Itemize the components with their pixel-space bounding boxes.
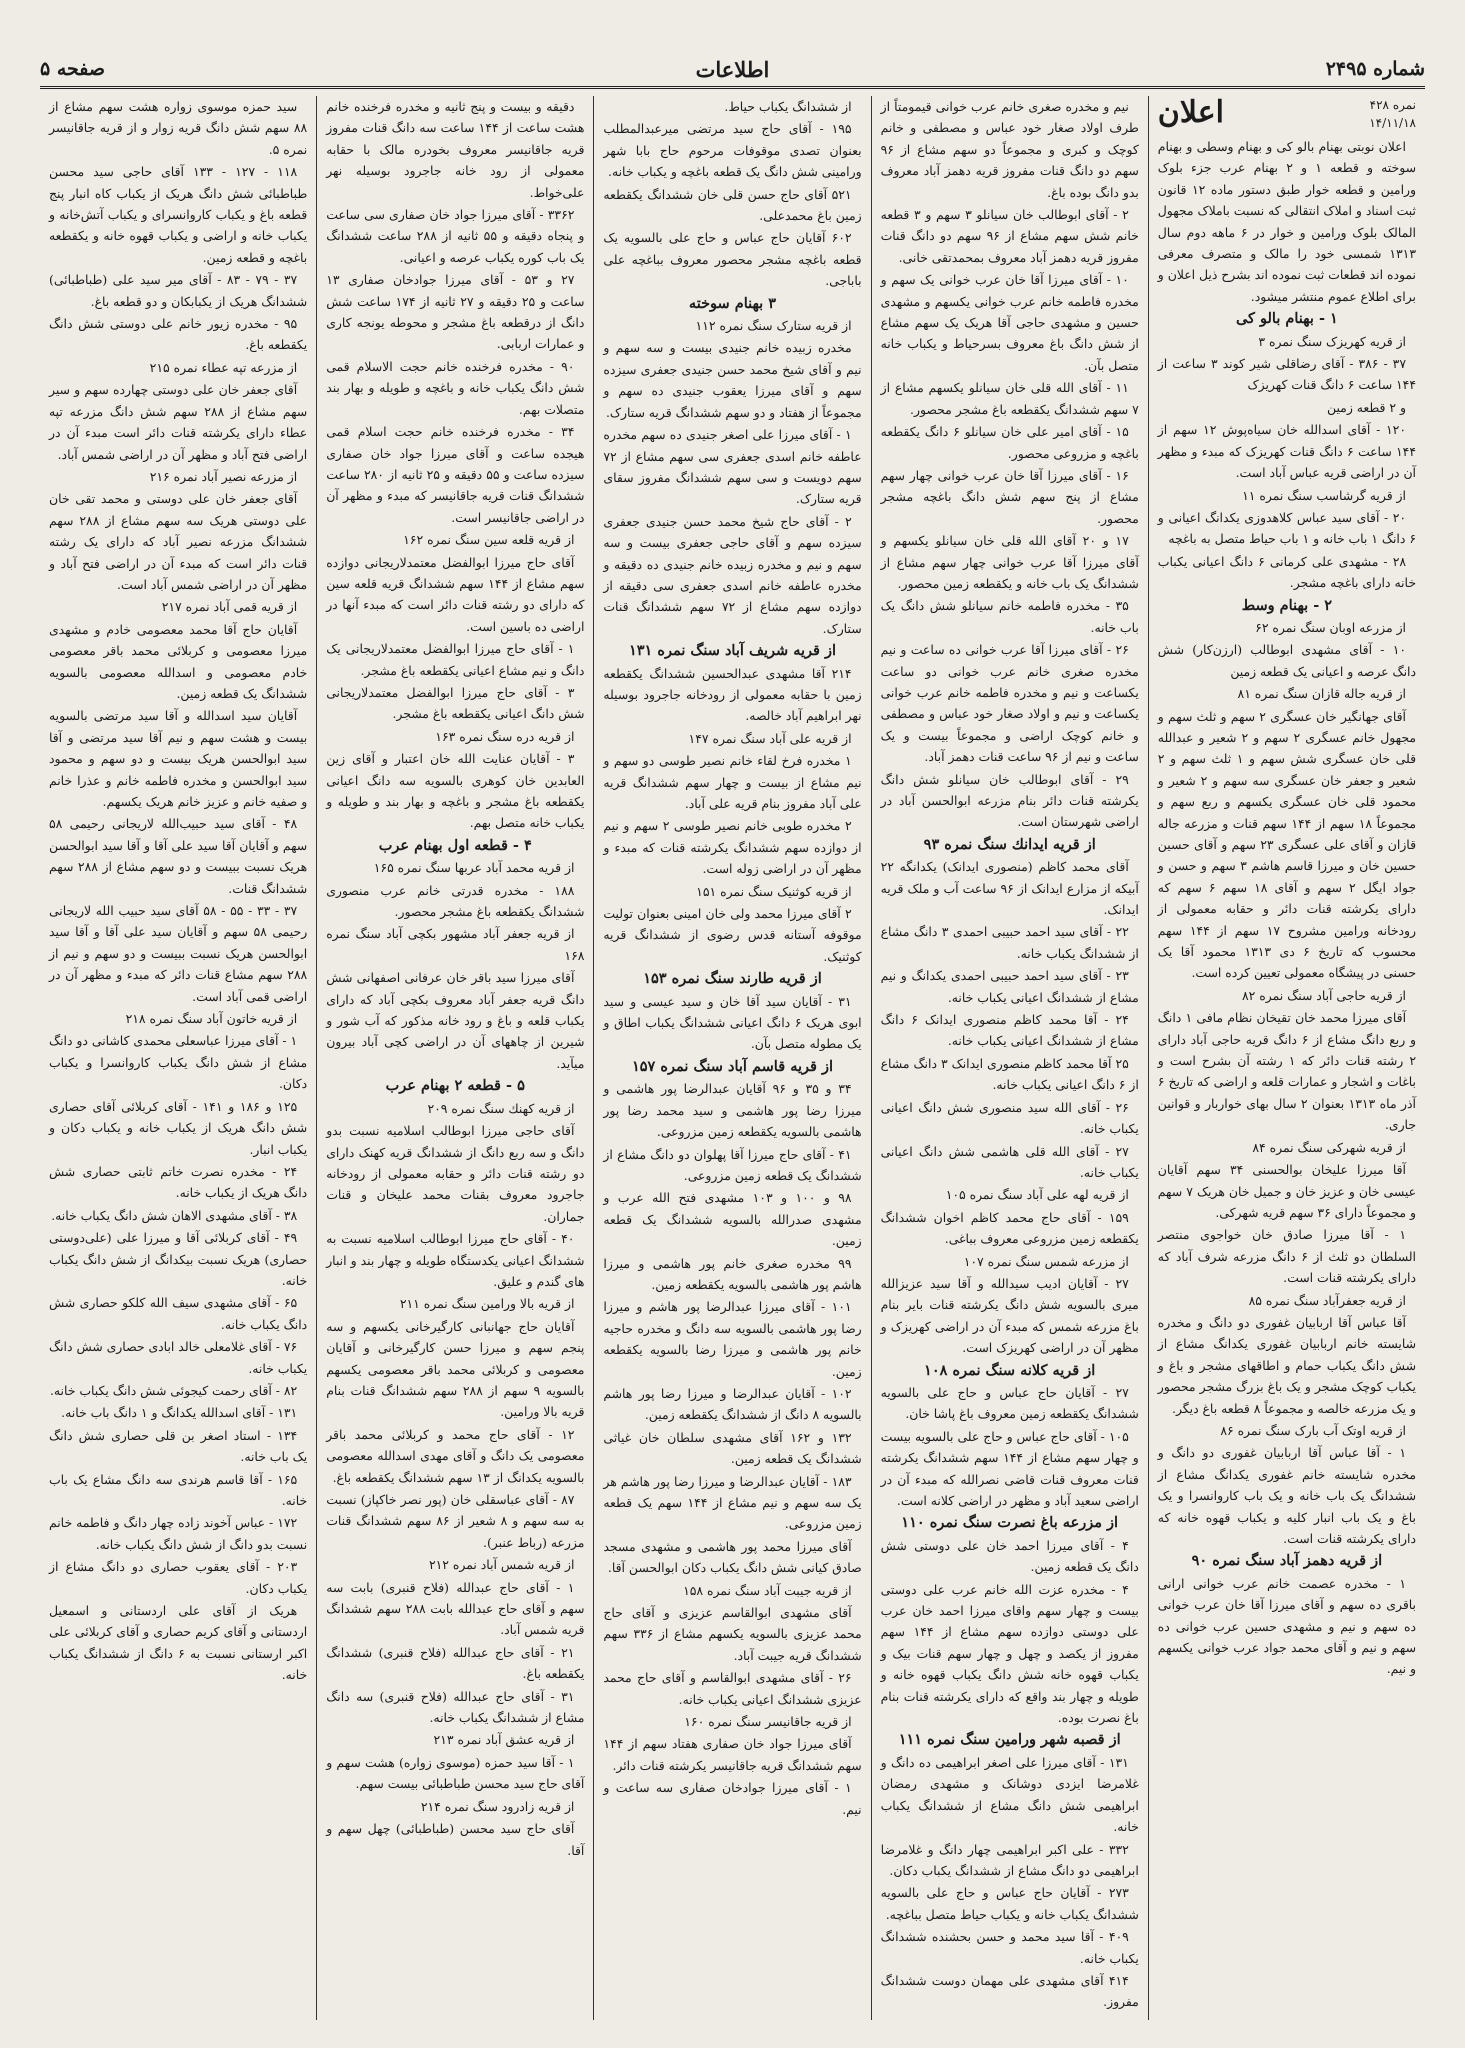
notice-paragraph: ۱۸۸ - مخدره قدرتی خانم عرب منصوری ششدانگ یکقطعه باغ مشجر محصور. <box>326 882 585 920</box>
notice-paragraph: ۲۷ و ۵۳ - آقای میرزا جوادخان صفاری ۱۳ ساعت و ۲۵ دقیقه و ۲۷ ثانیه از ۱۷۴ ساعت شش دانگ از درقطعه باغ مشجر و محوطه یونجه کاری و عمارات اربابی. <box>326 272 585 352</box>
notice-paragraph: از قریه زادرود سنگ نمره ۲۱۴ <box>420 1798 575 1814</box>
notice-paragraph: ۳۸ - آقای مشهدی الاهان شش دانگ یکباب خانه. <box>51 1207 298 1223</box>
notice-paragraph: ۳۱ - آقایان سید آقا خان و سید عیسی و سید ابوی هریک ۶ دانگ اعیانی ششدانگ یکباب اطاق و یک مطوله متصل بآن. <box>603 993 862 1052</box>
notice-paragraph: و ۲ قطعه زمین <box>1327 399 1406 415</box>
notice-paragraph: آقای حاج میرزا ابوالفضل معتمدلاریجانی دوازده سهم مشاع از ۱۴۴ سهم ششدانگ قریه قلعه سین که دارای دو رشته قنات دائر است که مبدء آنها در اراضی ده باسین است. <box>326 554 585 634</box>
notice-paragraph: دقیقه و بیست و پنج ثانیه و مخدره فرخنده خانم هشت ساعت از ۱۴۴ ساعت سه دانگ قنات مفروز قریه جاقانیسر معروف بخودره مالک با حقابه معمولی از رود خانه جاجرود بوسیله نهر علی‌خواط. <box>326 99 585 200</box>
notice-paragraph: ۷۶ - آقای غلامعلی خالد ابادی حصاری شش دانگ یکباب خانه. <box>48 1339 308 1376</box>
notice-paragraph: آقای جهانگیر خان عسگری ۲ سهم و ثلث سهم و مجهول خانم عسگری ۲ سهم و ۲ شعیر و عبدالله قلی خان عسگری شش سهم و ۱ ثلث سهم و ۲ شعیر و جعفر خان عسگری سه سهم و ۲ شعیر و محمود قلی خان عسگری یکسهم و ربع سهم و مجموعاً ۱۸ سهم از ۱۴۴ سهم قنات و مزرعه جاله قازان و آقای علی عسگری ۲۳ سهم و آقای حسین حسین خان و میرزا قاسم هاشم ۳ سهم و حسن و جواد ایگل ۲ سهم و آقای ۱۸ سهم ۶ سهم که دارای یکرشته قنات دائر و حقابه معمولی از رودخانه ورامین مشروح ۱۷ سهم از ۱۴۴ سهم محسوب که تاریخ ۶ دی ۱۳۱۳ محمود آقا یک حسنی در پیشگاه معمولی تعیین کرده است. <box>1157 708 1417 981</box>
section-heading: از مزرعه باغ نصرت سنگ نمره ۱۱۰ <box>901 1514 1119 1532</box>
notice-paragraph: ۲۹ - آقای ابوطالب خان سیانلو شش دانگ یکرشته قنات دائر بنام مزرعه ابوالحسن آباد در اراضی شهرستان است. <box>880 771 1139 830</box>
notice-paragraph: ۱ - آقای میرزا عباسعلی محمدی کاشانی دو دانگ مشاع از شش دانگ یکباب کاروانسرا و یکباب دکان. <box>48 1033 308 1092</box>
column-2 <box>871 96 1148 2020</box>
notice-paragraph: ۱ - آقا سید حمزه (موسوی زواره) هشت سهم و آقای حاج سید محسن طباطبائی بیست سهم. <box>326 1754 585 1792</box>
notice-paragraph: ۱۱۸ - ۱۲۷ - ۱۳۳ آقای حاجی سید محسن طباطبائی شش دانگ هریک از یکباب کاه انبار پنج قطعه باغ و یکباب کاروانسرای و یکباب آتش‌خانه و یکباب خانه و اراضی و یکباب قهوه خانه و یکقطعه باغچه و قطعه زمین. <box>48 164 308 265</box>
notice-paragraph: ۵۲۱ آقای حاج حسن قلی خان ششدانگ یکقطعه زمین باغ محمدعلی. <box>603 186 862 224</box>
notice-paragraph: ۱۸۳ - آقایان عبدالرضا و میرزا رضا پور هاشم هر یک سه سهم و نیم مشاع از ۱۴۴ سهم یک قطعه زمین مزروعی. <box>603 1473 862 1532</box>
notice-paragraph: ۱۰۲ - آقایان عبدالرضا و میرزا رضا پور هاشم بالسویه ۸ دانگ از ششدانگ یکقطعه زمین. <box>603 1385 862 1423</box>
notice-paragraph: ۱۲۰ - آقای اسدالله خان سیاه‌پوش ۱۲ سهم از ۱۴۴ ساعت ۶ دانگ قنات کهریزک که مبدء و مظهر آن در اراضی قریه عباس آباد است. <box>1157 422 1416 481</box>
notice-paragraph: ۸۷ - آقای عباسقلی خان (پور نصر خاکپاز) نسبت به سه سهم و ۸ شعیر از ۸۶ سهم ششدانگ قنات مزرعه (رباط عنبر). <box>326 1492 585 1550</box>
notice-paragraph: از قریه خاتون آباد سنگ نمره ۲۱۸ <box>125 1011 298 1027</box>
notice-paragraph: ۹۰ - مخدره فرخنده خانم حجت الاسلام قمی شش دانگ یکباب خانه و باغچه و طویله و بهار بند متصلات بهم. <box>326 358 585 417</box>
notice-paragraph: ۴۹ - آقای کربلائی آقا و میرزا علی (علی‌دوستی حصاری) هریک نسبت بیکدانگ از شش دانگ یکباب خانه. <box>48 1230 308 1288</box>
issue-number: شماره ۲۴۹۵ <box>1325 58 1425 80</box>
notice-paragraph: ۲۱۴ آقا مشهدی عبدالحسین ششدانگ یکقطعه زمین با حقابه معمولی از رودخانه جاجرود بوسیله نهر ابراهیم آباد خالصه. <box>603 665 862 724</box>
notice-paragraph: ۱۶ - آقای میرزا آقا خان عرب خوانی چهار سهم مشاع از پنج سهم شش دانگ باغچه مشجر محصور. <box>880 467 1139 526</box>
notice-paragraph: از قریه محمد آباد عربها سنگ نمره ۱۶۵ <box>373 860 575 876</box>
notice-number: نمره ۴۲۸ <box>1369 98 1416 112</box>
notice-paragraph: ۲۷۳ - آقایان حاج عباس و حاج علی بالسویه ششدانگ یکباب خانه و یکباب حیاط متصل بباغچه. <box>880 1885 1139 1922</box>
notice-paragraph: آقای حاجی میرزا ابوطالب اسلامیه نسبت بدو دانگ و سه ربع دانگ از ششدانگ قریه کهنک دارای دو رشته قنات دائر و حقابه معمولی از رودخانه جاجرود معروف بقنات محمد علیخان و قنات جماران. <box>326 1123 585 1224</box>
notice-paragraph: از مزرعه اوبان سنگ نمره ۶۲ <box>1255 619 1406 635</box>
notice-paragraph: مخدره زبیده خانم جنیدی بیست و سه سهم و نیم و آقای شیخ محمد حسن جنیدی جعفری سیزده سهم و آقای میرزا یعقوب جنیدی ده سهم و مجموعاً از هفتاد و دو سهم ششدانگ قریه ستارک. <box>603 340 862 420</box>
notice-paragraph: ۲۷ - آقایان ادیب سیدالله و آقا سید عزیزالله میری بالسویه شش دانگ یکرشته قنات بایر بنام باغ مزرعه شمس که مبدء آن در اراضی کهریزک و مظهر آن در اراضی کهریزک است. <box>880 1275 1139 1356</box>
notice-paragraph: از قریه جیبت آباد سنگ نمره ۱۵۸ <box>683 1582 852 1598</box>
notice-paragraph: ۱۵۹ - آقای حاج محمد کاظم اخوان ششدانگ یکقطعه زمین مزروعی معروف بباغی. <box>880 1209 1139 1247</box>
masthead <box>40 52 1425 89</box>
notice-paragraph: ۱۲۵ و ۱۸۶ و ۱۴۱ - آقای کربلائی آقای حصاری شش دانگ هریک از یکباب خانه و یکباب دکان و یکباب انبار. <box>48 1098 308 1157</box>
section-heading: از قریه دهمز آباد سنگ نمره ۹۰ <box>1191 1552 1383 1570</box>
notice-paragraph: ۱۲ - آقای حاج محمد و کربلائی محمد باقر معصومی یک دانگ و آقای مهدی اسدالله معصومی بالسویه یکدانگ از ۱۳ سهم ششدانگ یکقطعه باغ. <box>326 1426 585 1485</box>
notice-paragraph: ۴ - مخدره عزت الله خانم عرب علی دوستی بیست و چهار سهم واقای میرزا احمد خان عرب علی دوستی دوازده سهم مشاع از ۱۴۴ سهم مفروز از یکصد و چهل و چهار سهم قنات بیک و یکباب قهوه خانه شش دانگ یکباب قهوه خانه و طویله و چهار بند واقع که دارای یکرشته قنات بنام باغ نصرت بوده. <box>880 1581 1139 1726</box>
notice-paragraph: ۲۷ - آقایان حاج عباس و حاج علی بالسویه ششدانگ یکقطعه زمین معروف باغ پاشا خان. <box>880 1384 1139 1422</box>
notice-paragraph: از مزرعه نصیر آباد نمره ۲۱۶ <box>149 468 298 484</box>
notice-paragraph: آقای محمد کاظم (منصوری ایدانک) یکدانگه ۲۲ آبیکه از مزارع ایدانک از ۹۶ ساعت آب و ملک قریه ایدانک. <box>880 859 1139 918</box>
column-body <box>881 96 1139 2013</box>
column-5 <box>40 96 316 2020</box>
columns <box>40 96 1425 2020</box>
notice-paragraph: از قریه شهرکی سنگ نمره ۸۴ <box>1252 1139 1406 1155</box>
notice-paragraph: ۹۹ مخدره صغری خانم پور هاشمی و میرزا هاشم پور هاشمی بالسویه یکقطعه زمین. <box>603 1255 862 1292</box>
notice-paragraph: از قریه بالا ورامین سنگ نمره ۲۱۱ <box>399 1296 575 1312</box>
notice-paragraph: از قریه اوتک آب بارک سنگ نمره ۸۶ <box>1220 1422 1406 1438</box>
notice-paragraph: از قریه ستارک سنگ نمره ۱۱۲ <box>695 318 852 334</box>
section-heading: ۳ بهنام سوخته <box>688 294 777 312</box>
notice-paragraph: ۱۶۵ - آقا قاسم هرندی سه دانگ مشاع یک باب خانه. <box>48 1471 308 1508</box>
notice-paragraph: ۲۵ آقا محمد کاظم منصوری ایدانک ۳ دانگ مشاع از ۶ دانگ اعیانی یکباب خانه. <box>880 1055 1139 1093</box>
notice-paragraph: ۴۰ - آقای حاج میرزا ابوطالب اسلامیه نسبت به ششدانگ اعیانی یکدستگاه طویله و چهار بند و انبار های گندم و علیق. <box>326 1231 585 1289</box>
notice-paragraph: ۱۷۲ - عباس آخوند زاده چهار دانگ و فاطمه خانم نسبت بدو دانگ از شش دانگ یکباب خانه. <box>48 1515 308 1552</box>
notice-paragraph: ۳۴ و ۳۵ و ۹۶ آقایان عبدالرضا پور هاشمی و میرزا رضا پور هاشمی و سید محمد رضا پور هاشمی بالسویه یکقطعه زمین مزروعی. <box>603 1081 862 1140</box>
notice-paragraph: ۶۵ - آقای مشهدی سیف الله کلکو حصاری شش دانگ یکباب خانه. <box>48 1295 308 1332</box>
notice-paragraph: از قریه کهنك سنگ نمره ۲۰۹ <box>427 1100 575 1116</box>
notice-paragraph: آقای حاج سید محسن (طباطبائی) چهل سهم و آقا. <box>326 1821 585 1858</box>
notice-paragraph: از قریه علی آباد سنگ نمره ۱۴۷ <box>688 730 852 746</box>
notice-paragraph: آقای میرزا محمد پور هاشمی و مشهدی مسجد صادق کیانی شش دانگ یکباب دکان ابوالحسن آقا. <box>603 1538 862 1576</box>
notice-paragraph: ۱۰۵ - آقای حاج عباس و حاج علی بالسویه بیست و چهار سهم مشاع از ۱۴۴ سهم ششدانگ یکرشته قنات معروف قنات قاضی نصرالله که مبدء آن در اراضی سعید آباد و مظهر در اراضی کلانه است. <box>880 1428 1139 1508</box>
notice-paragraph: آقای جعفر خان علی دوستی و محمد تقی خان علی دوستی هریک سه سهم مشاع از ۲۸۸ سهم ششدانگ مزرعه نصیر آباد که دارای یک رشته قنات دائر است که مبدء آن در اراضی فتح آباد و مظهر آن در اراضی شمس آباد است. <box>48 491 308 592</box>
section-heading: از قریه کلانه سنگ نمره ۱۰۸ <box>924 1361 1096 1379</box>
notice-paragraph: آقا عباس آقا اربابیان غفوری دو دانگ و مخدره شایسته خانم اربابیان غفوری یکدانگ مشاع از شش دانگ یکباب حمام و اطاقهای مشجر و باغ و یکباب کوچک مشجر و یک باغ بزرگ مشجر محصور و یک مزرعه خالصه و مجموعاً ۸ قطعه باغ دیگر. <box>1157 1314 1416 1416</box>
column-body <box>603 96 861 1820</box>
notice-header <box>1158 96 1416 132</box>
notice-paragraph: از قریه کوثنیک سنگ نمره ۱۵۱ <box>696 883 852 899</box>
notice-paragraph: ۱۳۱ - آقای میرزا علی اصغر ابراهیمی ده دانگ و غلامرضا ایزدی دوشانک و مشهدی رمضان ابراهیمی شش دانگ مشاع از ششدانگ یکباب خانه. <box>880 1754 1139 1835</box>
notice-paragraph: ۳ - آقای حاج میرزا ابوالفضل معتمدلاریجانی شش دانگ اعیانی یکقطعه باغ مشجر. <box>326 684 585 722</box>
notice-paragraph: سید حمزه موسوی زواره هشت سهم مشاع از ۸۸ سهم شش دانگ قریه زوار و از قریه جاقانیسر نمره ۵. <box>48 99 308 157</box>
notice-paragraph: ۱۹۵ - آقای حاج سید مرتضی میرعبدالمطلب بعنوان تصدی موقوفات مرحوم حاج بابا شهر ورامینی شش دانگ یک قطعه باغچه و یکباب خانه. <box>603 121 862 180</box>
column-4 <box>316 96 593 2020</box>
notice-paragraph: از ششدانگ یکباب حیاط. <box>724 99 852 114</box>
notice-paragraph: آقا میرزا علیخان بوالحسنی ۳۴ سهم آقایان عیسی خان و عزیز خان و جمیل خان هریک ۷ سهم و مجموعاً دارای ۳۶ سهم قریه شهرکی. <box>1157 1162 1416 1220</box>
notice-paragraph: ۱ - آقا میرزا صادق خان خواجوی منتصر السلطان دو ثلث از ۶ دانگ مزرعه شرف آباد که دارای یکرشته قنات است. <box>1157 1227 1417 1286</box>
notice-paragraph: ۱ - مخدره عصمت خانم عرب خوانی ارانی باقری ده سهم و آقای میرزا آقا خان عرب خوانی ده سهم و نیم و مشهدی حسین عرب خوانی ده سهم و نیم و آقای محمد جواد عرب خوانی یکسهم و نیم. <box>1157 1575 1416 1677</box>
notice-paragraph: ۹۸ و ۱۰۰ و ۱۰۳ مشهدی فتح الله عرب و مشهدی صدرالله بالسویه ششدانگ یک قطعه زمین. <box>603 1190 862 1249</box>
notice-paragraph: نیم و مخدره صغری خانم عرب خوانی قیمومتاً از طرف اولاد صغار خود عباس و مصطفی و خانم کوچک و کبری و مجموعاً دو سهم مشاع از ۹۶ سهم دو دانگ قنات مفروز قریه دهمز آباد معروف بدو دانگ بوده باغ. <box>880 99 1139 200</box>
section-heading: از قریه شریف آباد سنگ نمره ۱۳۱ <box>628 642 837 660</box>
notice-paragraph: ۲ مخدره طوبی خانم نصیر طوسی ۲ سهم و نیم از دوازده سهم ششدانگ یکرشته قنات که مبدء و مظهر آن در اراضی زوله است. <box>603 818 862 877</box>
notice-date: ۱۴/۱۱/۱۸ <box>1369 116 1416 130</box>
section-heading: از قریه ایدانك سنگ نمره ۹۳ <box>923 835 1096 853</box>
notice-paragraph: ۲۴ - آقا محمد کاظم منصوری ایدانک ۶ دانگ مشاع از ششدانگ اعیانی یکباب خانه. <box>880 1012 1139 1049</box>
notice-paragraph: ۱ - آقای میرزا علی اصغر جنیدی ده سهم مخدره عاطفه خانم اسدی جعفری سی سهم مشاع از ۷۲ سهم دویست و سی سهم ششدانگ مفروز سقای قریه ستارک. <box>603 427 862 507</box>
notice-paragraph: ۱۷ و ۲۰ آقای الله قلی خان سیانلو یکسهم و آقای میرزا آقا عرب خوانی چهار سهم مشاع از ششدانگ یک باب خانه و یکقطعه زمین محصور. <box>880 533 1139 591</box>
section-heading: ۴ - قطعه اول بهنام عرب <box>378 836 532 854</box>
notice-paragraph: آقایان حاج آقا محمد معصومی خادم و مشهدی میرزا معصومی و کربلائی محمد باقر معصومی خادم معصومی و اسدالله معصومی بالسویه ششدانگ یک قطعه زمین. <box>48 621 308 701</box>
column-body <box>1158 136 1416 1680</box>
notice-paragraph: ۳۷ - ۳۸۶ - آقای رضاقلی شیر کوند ۳ ساعت از ۱۴۴ ساعت ۶ دانگ قنات کهریزک <box>1157 356 1416 393</box>
notice-paragraph: ۸۲ - آقای رحمت کیجوئی شش دانگ یکباب خانه. <box>49 1382 298 1398</box>
notice-title: اعلان <box>1157 96 1224 130</box>
section-heading: از قریه قاسم آباد سنگ نمره ۱۵۷ <box>631 1057 834 1075</box>
notice-paragraph: ۲ آقای میرزا محمد ولی خان امینی بعنوان تولیت موقوفه آستانه قدس رضوی از ششدانگ قریه کوثنیک. <box>603 906 862 964</box>
section-heading: ۱ - بهنام بالو کی <box>1235 310 1338 328</box>
notice-paragraph: ۲۱ - آقای حاج عبدالله (فلاح قنبری) ششدانگ یکقطعه باغ. <box>326 1644 585 1682</box>
section-heading: از قریه طارند سنگ نمره ۱۵۳ <box>643 970 822 988</box>
notice-paragraph: ۱۰۱ - آقای میرزا عبدالرضا پور هاشم و میرزا رضا پور هاشمی بالسویه سه دانگ و مخدره حاجیه خانم پور هاشمی و میرزا رضا بالسویه یکقطعه زمین. <box>603 1299 862 1379</box>
notice-paragraph: ۱۳۲ و ۱۶۲ آقای مشهدی سلطان خان غیاثی ششدانگ یک قطعه زمین. <box>603 1429 862 1467</box>
notice-paragraph: ۲ - آقای حاج شیخ محمد حسن جنیدی جعفری سیزده سهم و آقای حاجی جعفری بیست و سه سهم و نیم و مخدره زبیده خانم جنیدی ده دقیقه و مخدره عاطفه خانم اسدی جعفری سی دقیقه از دوازده سهم مشاع از ۷۲ سهم ششدانگ قنات ستارک. <box>603 513 862 636</box>
notice-paragraph: ۲۰ - آقای سید عباس کلاهدوزی یکدانگ اعیانی و ۶ دانگ ۱ باب خانه و ۱ باب حیاط متصل به باغچه <box>1157 509 1416 547</box>
notice-paragraph: از قریه کهریزک سنگ نمره ۳ <box>1258 333 1406 349</box>
notice-paragraph: آقای جعفر خان علی دوستی چهارده سهم و سیر سهم مشاع از ۲۸۸ سهم شش دانگ مزرعه تپه عطاء دارای یکرشته قنات دائر است مبدء آن در اراضی فتح آباد و مظهر آن در اراضی شمس آباد. <box>48 382 308 462</box>
notice-paragraph: آقایان حاج جهانبانی کارگیرخانی یکسهم و سه پنجم سهم و میرزا حسن کارگیرخانی و آقایان معصومی و کربلائی محمد باقر معصومی یکسهم بالسویه ۹ سهم از ۲۸۸ سهم ششدانگ قنات بنام قریه بالا ورامین. <box>326 1318 585 1420</box>
notice-paragraph: از قریه قلعه سین سنگ نمره ۱۶۲ <box>403 532 575 548</box>
notice-paragraph: آقای میرزا محمد خان تقیخان نظام مافی ۱ دانگ و ربع دانگ مشاع از ۶ دانگ قریه حاجی آباد دارای ۲ رشته قنات دائر که ۱ رشته آن بشرح است و باغات و اشجار و عمارات قلعه و اراضی که تاریخ ۶ آذر ماه ۱۳۱۳ بعنوان ۲ سال بهای خواربار و قوانین جاری. <box>1157 1010 1416 1133</box>
notice-paragraph: آقایان سید اسدالله و آقا سید مرتضی بالسویه بیست و هشت سهم و نیم آقا سید مرتضی و آقا سید ابوالحسن هریک بیست و دو سهم و محمود سید ابوالحسن و مخدره فاطمه خانم و عذرا خانم و صفیه خانم و عزیز خانم هریک یکسهم. <box>48 708 308 809</box>
notice-paragraph: ۱۰ - آقای میرزا آقا خان عرب خوانی یک سهم و مخدره فاطمه خانم عرب خوانی یکسهم و مشهدی حسین و مشهدی حاجی آقا هریک یک سهم مشاع از شش دانگ باغ معروف بسرحیاط و یکباب خانه متصل بآن. <box>880 272 1139 373</box>
notice-paragraph: ۱ - آقای حاج میرزا ابوالفضل معتمدلاریجانی یک دانگ و نیم مشاع اعیانی یکقطعه باغ مشجر. <box>326 641 585 678</box>
section-heading: از قصبه شهر ورامین سنگ نمره ۱۱۱ <box>898 1731 1121 1749</box>
notice-paragraph: آقای مشهدی ابوالقاسم عزیزی و آقای حاج محمد عزیزی بالسویه یکسهم مشاع از ۳۳۶ سهم ششدانگ قریه جیبت آباد. <box>603 1605 862 1663</box>
notice-paragraph: ۲۷ - آقای الله قلی هاشمی شش دانگ اعیانی یکباب خانه. <box>880 1143 1139 1180</box>
notice-paragraph: ۳۱ - آقای حاج عبدالله (فلاح قنبری) سه دانگ مشاع از ششدانگ یکباب خانه. <box>326 1688 585 1726</box>
notice-paragraph: ۱۰ - آقای مشهدی ابوطالب (ارزن‌کار) شش دانگ عرصه و اعیانی یک قطعه زمین <box>1157 642 1416 679</box>
notice-paragraph: آقای میرزا جواد خان صفاری هفتاد سهم از ۱۴۴ سهم ششدانگ قریه جاقانیسر یکرشته قنات دائر. <box>603 1736 862 1773</box>
notice-paragraph: از قریه جاله قازان سنگ نمره ۸۱ <box>1237 686 1406 702</box>
notice-paragraph: از قریه جعفر آباد مشهور بکچی آباد سنگ نمره ۱۶۸ <box>326 926 585 963</box>
notice-paragraph: ۳۷ - ۳۳ - ۵۵ - ۵۸ آقای سید حبیب الله لاریجانی رحیمی ۵۸ سهم و آقایان سید علی آقا و آقا سید ابوالحسن هریک نسبت ببیست و دو سهم و نیم از ۲۸۸ سهم مشاع قنات دائر که مبدء و مظهر آن در اراضی قمی آباد است. <box>48 903 308 1004</box>
notice-paragraph: ۱ - آقا عباس آقا اربابیان غفوری دو دانگ و مخدره شایسته خانم غفوری یکدانگ مشاع از ششدانگ یک باب خانه و یک باب کاروانسرا و یک باغ و یک باب انبار کلیه و یکباب قهوه خانه که دارای یکرشته قنات است. <box>1157 1445 1416 1546</box>
notice-paragraph: ۳۳۶۲ - آقای میرزا جواد خان صفاری سی ساعت و پنجاه دقیقه و ۵۵ ثانیه از ۲۸۸ ساعت ششدانگ یک باب کوره یکباب عرصه و اعیانی. <box>326 207 585 265</box>
notice-paragraph: ۳۵ - مخدره فاطمه خانم سیانلو شش دانگ یک باب خانه. <box>880 598 1139 635</box>
notice-paragraph: ۱۳۱ - آقای اسدالله یکدانگ و ۱ دانگ باب خانه. <box>61 1405 298 1421</box>
notice-paragraph: ۱ مخدره فرخ لقاء خانم نصیر طوسی دو سهم و نیم مشاع از بیست و چهار سهم ششدانگ قریه علی آباد مفروز بنام قریه علی آباد. <box>603 753 862 811</box>
notice-paragraph: از قریه حاجی آباد سنگ نمره ۸۲ <box>1242 987 1406 1003</box>
notice-paragraph: ۲۶ - آقای الله سید منصوری شش دانگ اعیانی یکباب خانه. <box>880 1099 1139 1137</box>
notice-paragraph: ۴۰۹ - آقا سید محمد و حسن بحشنده ششدانگ یکباب خانه. <box>880 1929 1139 1966</box>
notice-paragraph: اعلان نوبتی بهنام بالو کی و بهنام وسطی و بهنام سوخته و قطعه ۱ و ۲ بهنام عرب جزء بلوک ورامین و قطعه خوار طبق دستور ماده ۱۲ قانون ثبت اسناد و املاک انتقالی که نسبت باملاک مجهول المالک بلوک ورامین و خوار در ۶ ماهه دوم سال ۱۳۱۳ شمسی خود را مالک و متصرف معرفی نموده اند قطعات ثبت نموده اند بشرح ذیل اعلان و برای اطلاع عموم منتشر میشود. <box>1157 139 1416 304</box>
notice-paragraph: از قریه گرشاسب سنگ نمره ۱۱ <box>1242 487 1406 503</box>
newspaper-title: اطلاعات <box>695 56 770 82</box>
notice-paragraph: ۲۲ - آقای سید احمد حبیبی احمدی ۳ دانگ مشاع از ششدانگ یکباب خانه. <box>880 924 1139 961</box>
column-body <box>49 96 307 1686</box>
notice-paragraph: ۳۴ - مخدره فرخنده خانم حجت اسلام قمی هیجده ساعت و آقای میرزا جواد خان صفاری سیزده ساعت و ۵۵ دقیقه و ۲۵ ثانیه از ۲۸۰ ساعت ششدانگ قنات قریه جاقانیسر که مبدء و مظهر آن در اراضی جاقانیسر است. <box>326 424 585 525</box>
column-1 <box>1148 96 1425 2020</box>
notice-paragraph: ۳۳۲ - علی اکبر ابراهیمی چهار دانگ و غلامرضا ابراهیمی دو دانگ مشاع از ششدانگ یکباب دکان. <box>880 1841 1139 1878</box>
notice-paragraph: ۲۶ - آقای مشهدی ابوالقاسم و آقای حاج محمد عزیزی ششدانگ اعیانی یکباب خانه. <box>603 1670 862 1707</box>
notice-paragraph: ۱۵ - آقای امیر علی خان سیانلو ۶ دانگ یکقطعه باغچه و مزروعی محصور. <box>880 424 1139 461</box>
notice-paragraph: از قریه لهه علی آباد سنگ نمره ۱۰۵ <box>945 1187 1129 1203</box>
notice-paragraph: از قریه دره سنگ نمره ۱۶۳ <box>435 728 575 744</box>
notice-paragraph: ۲۸ - مشهدی علی کرمانی ۶ دانگ اعیانی یکباب خانه دارای باغچه مشجر. <box>1157 553 1416 591</box>
notice-paragraph: ۳۷ - ۷۹ - ۸۳ - آقای میر سید علی (طباطبائی) ششدانگ هریک از یکبابکان و دو قطعه باغ. <box>48 272 308 309</box>
notice-paragraph: از قریه قمی آباد نمره ۲۱۷ <box>161 599 298 615</box>
notice-paragraph: ۴۱۴ آقای مشهدی علی مهمان دوست ششدانگ مفروز. <box>880 1972 1139 2010</box>
notice-paragraph: از قریه جاقانیسر سنگ نمره ۱۶۰ <box>684 1714 852 1730</box>
notice-paragraph: ۱ - آقای حاج عبدالله (فلاح قنبری) بابت سه سهم و آقای حاج عبدالله بابت ۲۸۸ سهم ششدانگ قریه شمس آباد. <box>326 1579 585 1638</box>
notice-paragraph: ۲ - آقای ابوطالب خان سیانلو ۳ سهم و ۳ قطعه خانم شش سهم مشاع از ۹۶ سهم دو دانگ قنات مفروز قریه دهمز آباد معروف بمحمدتقی خانی. <box>880 207 1139 265</box>
notice-paragraph: از قریه عشق آباد نمره ۲۱۳ <box>433 1732 575 1748</box>
section-heading: ۲ - بهنام وسط <box>1241 596 1333 614</box>
notice-paragraph: ۴۸ - آقای سید حبیب‌الله لاریجانی رحیمی ۵۸ سهم و آقایان آقا سید علی آقا و آقا سید ابوالحسن هریک نسبت ببیست و دو سهم مشاع از ۲۸۸ سهم ششدانگ قنات. <box>48 816 308 896</box>
notice-paragraph: ۳ - آقایان عنایت الله خان اعتبار و آقای زین العابدین خان کوهری بالسویه سه دانگ اعیانی یکقطعه باغ مشجر و باغچه و بهار بند و طویله و یکباب خانه متصل بهم. <box>326 751 585 831</box>
notice-reference <box>1369 96 1416 132</box>
notice-paragraph: از قریه شمس آباد نمره ۲۱۲ <box>428 1557 575 1573</box>
notice-paragraph: ۲۳ - آقای سید احمد حبیبی احمدی یکدانگ و نیم مشاع از ششدانگ اعیانی یکباب خانه. <box>880 968 1139 1005</box>
notice-paragraph: از قریه جعفرآباد سنگ نمره ۸۵ <box>1248 1292 1406 1308</box>
notice-paragraph: از مزرعه تپه عطاء نمره ۲۱۵ <box>149 359 298 375</box>
notice-paragraph: آقای میرزا سید باقر خان عرفانی اصفهانی شش دانگ قریه جعفر آباد معروف بکچی آباد که دارای یکباب قلعه و باغ و رود خانه مذکور که آب شور و شیرین از چاههای آن در اراضی کچی آباد بیرون میآید. <box>326 970 585 1071</box>
notice-paragraph: از مزرعه شمس سنگ نمره ۱۰۷ <box>963 1253 1129 1269</box>
notice-paragraph: ۶۰۲ آقایان حاج عباس و حاج علی بالسویه یک قطعه باغچه مشجر محصور معروف بباغچه علی باباجی. <box>603 230 862 289</box>
page-number: صفحه ۵ <box>40 58 106 80</box>
notice-paragraph: ۱ - آقای میرزا جوادخان صفاری سه ساعت و نیم. <box>603 1780 862 1817</box>
column-body <box>326 96 584 1861</box>
notice-paragraph: ۲۰۳ - آقای یعقوب حصاری دو دانگ مشاع از یکباب دکان. <box>48 1559 308 1596</box>
column-3 <box>593 96 870 2020</box>
notice-paragraph: ۴ - آقای میرزا احمد خان علی دوستی شش دانگ یک قطعه زمین. <box>880 1537 1139 1575</box>
notice-paragraph: ۱۱ - آقای الله قلی خان سیانلو یکسهم مشاع از ۷ سهم ششدانگ یکقطعه باغ مشجر محصور. <box>880 380 1139 417</box>
notice-paragraph: ۴۱ - آقای حاج میرزا آقا پهلوان دو دانگ مشاع از ششدانگ یک قطعه زمین مزروعی. <box>603 1146 862 1183</box>
notice-paragraph: هریک از آقای علی اردستانی و اسمعیل اردستانی و آقای کریم حصاری و آقای کربلائی علی اکبر ارستانی نسبت به ۶ دانگ از ششدانگ یکباب خانه. <box>48 1603 308 1683</box>
notice-paragraph: ۹۵ - مخدره زیور خانم علی دوستی شش دانگ یکقطعه باغ. <box>48 316 308 353</box>
notice-paragraph: ۱۳۴ - استاد اصغر بن قلی حصاری شش دانگ یک باب خانه. <box>48 1427 308 1465</box>
notice-paragraph: ۲۶ - آقای میرزا آقا عرب خوانی ده ساعت و نیم مخدره صغری خانم عرب خوانی دو ساعت یکساعت و نیم و مخدره فاطمه خانم عرب خوانی یکساعت و نیم و اولاد صغار خود عباس و مصطفی و خانم کوچک اراضی و مجموعاً بیست و یک ساعت و نیم از ۹۶ ساعت قنات دهمز آباد. <box>880 642 1139 765</box>
notice-paragraph: ۲۴ - مخدره نصرت خاتم ثابتی حصاری شش دانگ هریک از یکباب خانه. <box>48 1163 308 1201</box>
section-heading: ۵ - قطعه ۲ بهنام عرب <box>385 1077 525 1095</box>
